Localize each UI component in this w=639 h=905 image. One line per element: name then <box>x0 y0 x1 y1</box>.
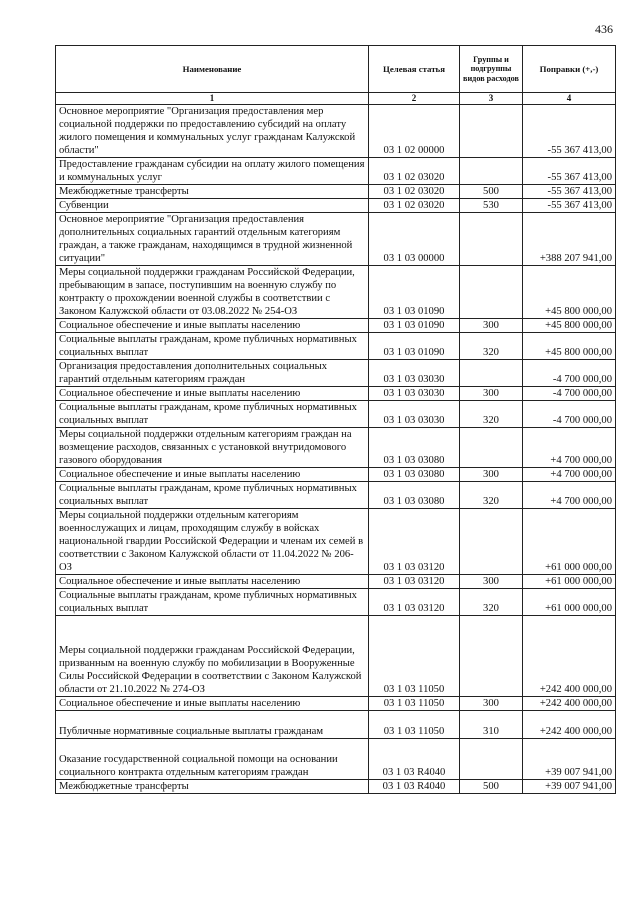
row-expense-group <box>460 158 523 185</box>
row-target-code: 03 1 03 11050 <box>369 697 460 711</box>
row-expense-group: 320 <box>460 589 523 616</box>
row-amendment-amount: +388 207 941,00 <box>523 213 616 266</box>
table-row <box>56 266 616 319</box>
row-name: Социальное обеспечение и иные выплаты населению <box>56 468 369 482</box>
row-target-code: 03 1 03 01090 <box>369 266 460 319</box>
table-header-row <box>56 46 616 93</box>
table-row <box>56 739 616 780</box>
row-expense-group <box>460 616 523 697</box>
row-amendment-amount: -55 367 413,00 <box>523 185 616 199</box>
row-amendment-amount: +39 007 941,00 <box>523 780 616 794</box>
row-name: Оказание государственной социальной помощи на основании социального контракта отдельным категориям граждан <box>56 739 369 780</box>
table-row <box>56 333 616 360</box>
header-name: Наименование <box>56 46 369 93</box>
table-row <box>56 319 616 333</box>
row-target-code: 03 1 03 03030 <box>369 387 460 401</box>
row-name: Социальные выплаты гражданам, кроме публичных нормативных социальных выплат <box>56 333 369 360</box>
row-amendment-amount: +4 700 000,00 <box>523 482 616 509</box>
row-name: Межбюджетные трансферты <box>56 185 369 199</box>
table-row <box>56 575 616 589</box>
header-groups: Группы и подгруппы видов расходов <box>460 46 523 93</box>
row-name: Социальные выплаты гражданам, кроме публичных нормативных социальных выплат <box>56 589 369 616</box>
row-target-code: 03 1 03 03080 <box>369 482 460 509</box>
row-target-code: 03 1 03 03120 <box>369 575 460 589</box>
table-row <box>56 401 616 428</box>
row-target-code: 03 1 03 11050 <box>369 616 460 697</box>
row-amendment-amount: +39 007 941,00 <box>523 739 616 780</box>
row-expense-group: 300 <box>460 697 523 711</box>
row-amendment-amount: -55 367 413,00 <box>523 199 616 213</box>
row-amendment-amount: -55 367 413,00 <box>523 158 616 185</box>
table-row <box>56 185 616 199</box>
row-target-code: 03 1 03 01090 <box>369 319 460 333</box>
row-expense-group: 300 <box>460 575 523 589</box>
row-amendment-amount: +242 400 000,00 <box>523 711 616 739</box>
table-row <box>56 428 616 468</box>
row-expense-group: 300 <box>460 468 523 482</box>
page-number: 436 <box>595 22 613 36</box>
column-number: 4 <box>523 93 616 105</box>
row-amendment-amount: -55 367 413,00 <box>523 105 616 158</box>
row-expense-group <box>460 105 523 158</box>
row-name: Организация предоставления дополнительных социальных гарантий отдельным категориям граждан <box>56 360 369 387</box>
row-target-code: 03 1 02 03020 <box>369 185 460 199</box>
row-name: Публичные нормативные социальные выплаты гражданам <box>56 711 369 739</box>
table-row <box>56 199 616 213</box>
column-number: 1 <box>56 93 369 105</box>
row-expense-group: 300 <box>460 319 523 333</box>
row-expense-group <box>460 739 523 780</box>
column-number: 3 <box>460 93 523 105</box>
table-row <box>56 360 616 387</box>
row-expense-group: 500 <box>460 780 523 794</box>
row-target-code: 03 1 03 03120 <box>369 509 460 575</box>
row-amendment-amount: +45 800 000,00 <box>523 333 616 360</box>
row-expense-group <box>460 266 523 319</box>
row-expense-group: 320 <box>460 333 523 360</box>
row-target-code: 03 1 03 03080 <box>369 428 460 468</box>
row-amendment-amount: +61 000 000,00 <box>523 589 616 616</box>
row-target-code: 03 1 02 03020 <box>369 158 460 185</box>
row-name: Предоставление гражданам субсидии на оплату жилого помещения и коммунальных услуг <box>56 158 369 185</box>
table-row <box>56 213 616 266</box>
row-name: Основное мероприятие "Организация предоставления дополнительных социальных гарантий отдельным категориям граждан, а также гражданам, находящимся в трудной жизненной ситуации" <box>56 213 369 266</box>
row-target-code: 03 1 03 01090 <box>369 333 460 360</box>
table-row <box>56 482 616 509</box>
header-code: Целевая статья <box>369 46 460 93</box>
row-target-code: 03 1 03 03030 <box>369 360 460 387</box>
row-name: Межбюджетные трансферты <box>56 780 369 794</box>
row-amendment-amount: -4 700 000,00 <box>523 387 616 401</box>
row-name: Меры социальной поддержки гражданам Российской Федерации, призванным на военную службу по мобилизации в Вооруженные Силы Российской Федерации в соответствии с Законом Калужской области от 21.10.2022 № 274-ОЗ <box>56 616 369 697</box>
column-number: 2 <box>369 93 460 105</box>
row-amendment-amount: +61 000 000,00 <box>523 509 616 575</box>
row-amendment-amount: +4 700 000,00 <box>523 428 616 468</box>
table-row <box>56 468 616 482</box>
row-amendment-amount: +45 800 000,00 <box>523 266 616 319</box>
table-row <box>56 780 616 794</box>
column-number-row <box>56 93 616 105</box>
row-target-code: 03 1 03 11050 <box>369 711 460 739</box>
row-amendment-amount: +4 700 000,00 <box>523 468 616 482</box>
row-expense-group: 320 <box>460 482 523 509</box>
row-target-code: 03 1 02 00000 <box>369 105 460 158</box>
row-name: Социальное обеспечение и иные выплаты населению <box>56 575 369 589</box>
table-row <box>56 158 616 185</box>
row-name: Меры социальной поддержки гражданам Российской Федерации, пребывающим в запасе, поступившим на военную службу по контракту о прохождении военной службы в соответствии с Законом Калужской области от 03.08.2022 № 254-ОЗ <box>56 266 369 319</box>
row-expense-group <box>460 509 523 575</box>
row-target-code: 03 1 03 03120 <box>369 589 460 616</box>
row-expense-group <box>460 428 523 468</box>
row-target-code: 03 1 03 R4040 <box>369 739 460 780</box>
row-expense-group: 310 <box>460 711 523 739</box>
table-row <box>56 105 616 158</box>
row-expense-group <box>460 360 523 387</box>
table-row <box>56 711 616 739</box>
header-amendments: Поправки (+,-) <box>523 46 616 93</box>
row-name: Субвенции <box>56 199 369 213</box>
row-expense-group: 500 <box>460 185 523 199</box>
row-amendment-amount: -4 700 000,00 <box>523 360 616 387</box>
budget-amendments-table <box>55 45 616 794</box>
row-expense-group: 300 <box>460 387 523 401</box>
row-amendment-amount: +45 800 000,00 <box>523 319 616 333</box>
row-target-code: 03 1 02 03020 <box>369 199 460 213</box>
table-row <box>56 509 616 575</box>
row-amendment-amount: +242 400 000,00 <box>523 697 616 711</box>
row-target-code: 03 1 03 03080 <box>369 468 460 482</box>
row-expense-group: 530 <box>460 199 523 213</box>
row-target-code: 03 1 03 03030 <box>369 401 460 428</box>
row-name: Меры социальной поддержки отдельным категориям граждан на возмещение расходов, связанных с установкой внутридомового газового оборудования <box>56 428 369 468</box>
row-expense-group: 320 <box>460 401 523 428</box>
row-target-code: 03 1 03 R4040 <box>369 780 460 794</box>
row-name: Основное мероприятие "Организация предоставления мер социальной поддержки по предоставлению субсидий на оплату жилого помещения и коммунальных услуг гражданам Калужской области" <box>56 105 369 158</box>
row-amendment-amount: +242 400 000,00 <box>523 616 616 697</box>
row-name: Социальное обеспечение и иные выплаты населению <box>56 319 369 333</box>
row-amendment-amount: -4 700 000,00 <box>523 401 616 428</box>
row-expense-group <box>460 213 523 266</box>
row-target-code: 03 1 03 00000 <box>369 213 460 266</box>
table-row <box>56 616 616 697</box>
row-name: Меры социальной поддержки отдельным категориям военнослужащих и лицам, проходящим службу в войсках национальной гвардии Российской Федерации и членам их семей в соответствии с Законом Калужской области от 11.04.2022 № 206-ОЗ <box>56 509 369 575</box>
table-row <box>56 387 616 401</box>
row-name: Социальные выплаты гражданам, кроме публичных нормативных социальных выплат <box>56 482 369 509</box>
row-name: Социальные выплаты гражданам, кроме публичных нормативных социальных выплат <box>56 401 369 428</box>
row-name: Социальное обеспечение и иные выплаты населению <box>56 387 369 401</box>
table-row <box>56 697 616 711</box>
table-row <box>56 589 616 616</box>
row-name: Социальное обеспечение и иные выплаты населению <box>56 697 369 711</box>
row-amendment-amount: +61 000 000,00 <box>523 575 616 589</box>
